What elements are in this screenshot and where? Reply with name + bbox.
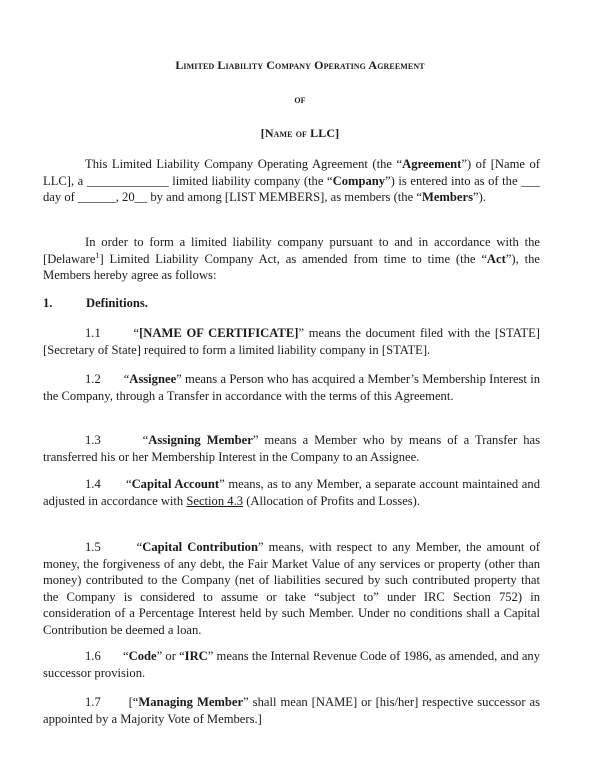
definition-text: ” means the Internal Revenue Code of 1986, as amended, and any successor provision. [43, 649, 541, 680]
definition-text: ” means the document filed with the [STATE] [Secretary of State] required to form a limited liability company in [STATE]. [43, 326, 540, 357]
definition-open-quote: “ [136, 540, 143, 554]
definition-term: Assignee [129, 372, 177, 386]
definition-text: ” means a Person who has acquired a Member’s Membership Interest in the Company, through a Transfer in accordance with the terms of this Agreement. [43, 372, 540, 403]
definition-text: ” means, with respect to any Member, the amount of money, the forgiveness of any debt, the Fair Market Value of any services or property (other than money) contributed to the Company (net of liabilities secured by such contributed property that the Company is considered to assume or take “subject to” under IRC Section 752) in consideration of a Percentage Interest held by such Member. Under no conditions shall a Capital Contribution be deemed a loan. [43, 540, 540, 637]
section-heading-definitions [43, 295, 540, 312]
definition-term: [NAME OF CERTIFICATE] [139, 326, 299, 340]
definition-number: 1.5 [85, 540, 101, 554]
formation-text-1: In order to form a limited liability company pursuant to and in accordance with the [Delaware [43, 235, 540, 266]
term-members: Members [421, 190, 473, 205]
llc-name-heading [0, 126, 600, 141]
formation-text-3: ”), the Members hereby agree as follows: [43, 251, 540, 283]
term-company: Company [332, 173, 386, 188]
definition-open-quote: [“ [128, 695, 139, 709]
definition-mid: ” or “ [156, 649, 185, 663]
definition-number: 1.7 [85, 695, 101, 709]
definition-open-quote: “ [125, 477, 132, 491]
definition-term: Capital Contribution [142, 540, 258, 554]
intro-paragraph [43, 156, 540, 206]
definition-number: 1.1 [85, 326, 101, 340]
definition-number: 1.2 [85, 372, 101, 386]
formation-paragraph [43, 234, 540, 284]
definition-term: Managing Member [138, 695, 244, 709]
definition-open-quote: “ [133, 326, 140, 340]
llc-name-text: [Name of LLC] [260, 126, 340, 140]
document-title-of-text: of [294, 92, 306, 106]
definition-number: 1.6 [85, 649, 101, 663]
definition-term: Capital Account [131, 477, 220, 491]
definition-1-2 [43, 371, 540, 404]
definition-1-1 [43, 325, 540, 358]
section-number: 1. [43, 296, 53, 310]
definition-term: Code [128, 649, 157, 663]
definition-text-end: (Allocation of Profits and Losses). [243, 493, 421, 508]
definition-1-5 [43, 539, 540, 639]
formation-text-2: ] Limited Liability Company Act, as amended from time to time (the “ [99, 251, 487, 266]
footnote-marker[interactable]: 1 [95, 250, 100, 260]
term-act: Act [486, 251, 506, 266]
definition-text: ” means a Member who by means of a Transfer has transferred his or her Membership Interest in the Company to an Assignee. [43, 433, 540, 464]
intro-text-3: ”) is entered into as of the ___ day of ______, 20__ by and among [LIST MEMBERS], as members (the “ [43, 173, 540, 205]
definition-open-quote: “ [123, 649, 129, 663]
definition-open-quote: “ [123, 372, 130, 386]
term-agreement: Agreement [402, 157, 462, 171]
definition-1-7 [43, 694, 540, 727]
definition-1-4 [43, 476, 540, 509]
intro-text-2: ”) of [Name of LLC], a _____________ limited liability company (the “ [43, 157, 540, 188]
definition-number: 1.4 [85, 477, 101, 491]
definition-1-6 [43, 648, 540, 681]
intro-text-4: ”). [473, 190, 486, 205]
definition-number: 1.3 [85, 433, 101, 447]
intro-text-1: This Limited Liability Company Operating Agreement (the “ [85, 157, 403, 171]
section-4-3-link[interactable]: Section 4.3 [186, 493, 244, 508]
definition-text: ” shall mean [NAME] or [his/her] respective successor as appointed by a Majority Vote of Members.] [43, 695, 540, 726]
definition-term: Assigning Member [148, 433, 253, 447]
definition-text: ” means, as to any Member, a separate account maintained and adjusted in accordance with [43, 477, 540, 508]
document-title [0, 58, 600, 73]
definition-1-3 [43, 432, 540, 465]
definition-open-quote: “ [142, 433, 149, 447]
document-title-of [0, 92, 600, 107]
section-heading: Definitions. [86, 296, 148, 310]
document-title-text: Limited Liability Company Operating Agreement [175, 58, 425, 72]
definition-term-2: IRC [184, 649, 208, 663]
